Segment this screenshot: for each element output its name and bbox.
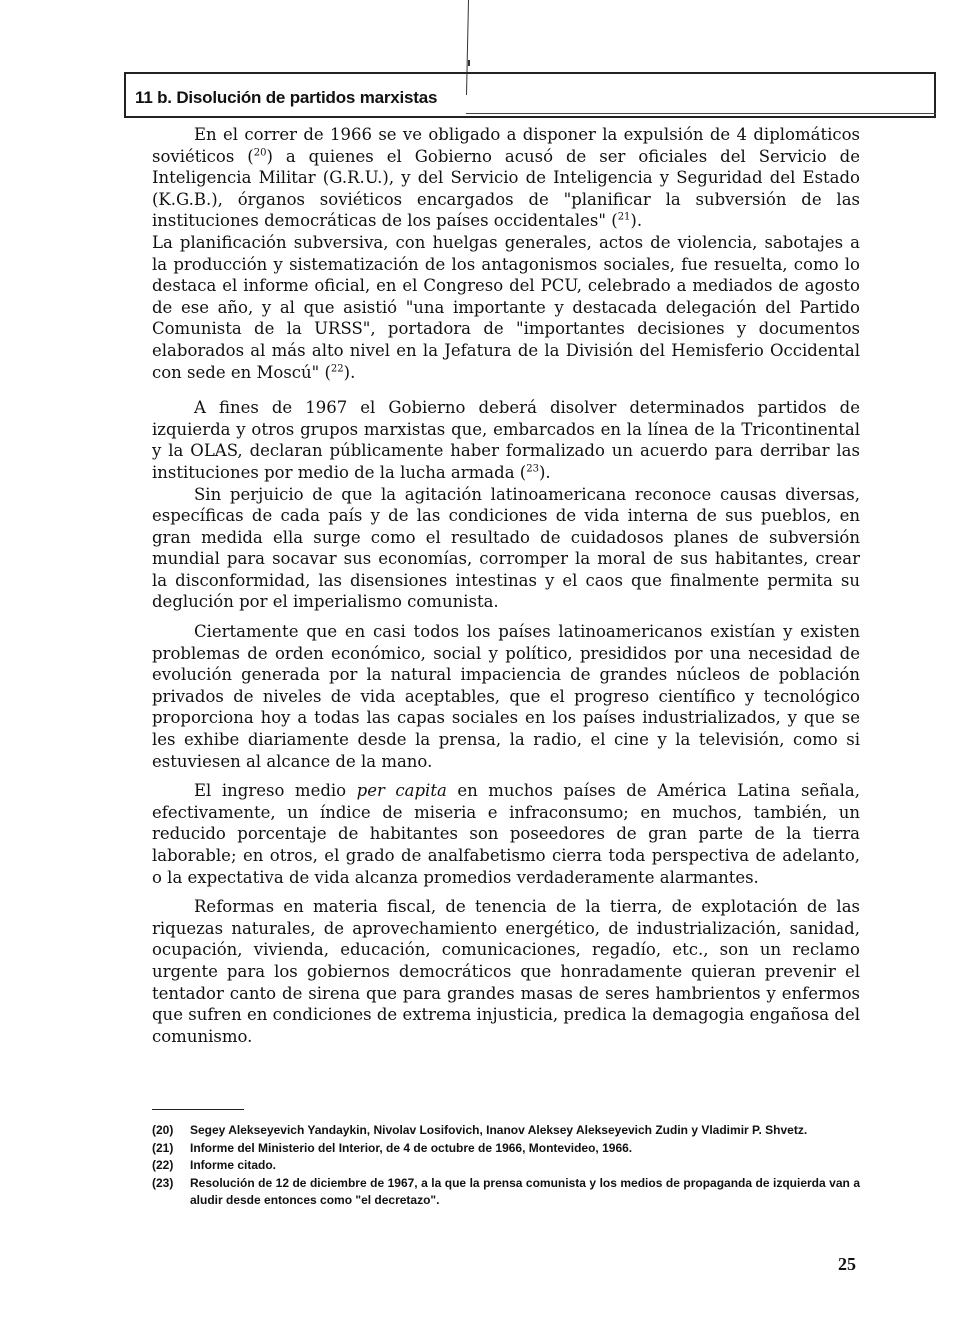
- footnote-text: Informe citado.: [190, 1158, 277, 1172]
- footnote: [152, 1122, 860, 1140]
- footnote: [152, 1157, 860, 1175]
- paragraph: En el correr de 1966 se ve obligado a disponer la expulsión de 4 diplomáticos soviéticos ($^{20}$) a quienes el Gobierno acusó de ser oficiales del Servicio de Inteligencia Militar (G.R.U.), y del Servicio de Inteligencia y Seguridad del Estado (K.G.B.), órganos soviéticos encargados de "planificar la subversión de las instituciones democráticas de los países occidentales" ($^{21}$).: [152, 125, 861, 231]
- footnote: [152, 1175, 860, 1210]
- footnote: [152, 1140, 860, 1158]
- footnotes: [152, 1122, 860, 1210]
- body-text: [152, 124, 860, 1047]
- footnote-number: (22): [152, 1158, 174, 1172]
- paragraph: Sin perjuicio de que la agitación latinoamericana reconoce causas diversas, específicas de cada país y de las condiciones de vida interna de sus pueblos, en gran medida ella surge como el resultado de cuidadosos planes de subversión mundial para socavar sus economías, corromper la moral de sus habitantes, crear la disconformidad, las disensiones intestinas y el caos que finalmente permita su deglución por el imperialismo comunista.: [152, 484, 860, 612]
- paragraph: A fines de 1967 el Gobierno deberá disolver determinados partidos de izquierda y otros grupos marxistas que, embarcados en la línea de la Tricontinental y la OLAS, declaran públicamente haber formalizado un acuerdo para derribar las instituciones por medio de la lucha armada ($^{23}$).: [152, 398, 860, 482]
- section-title: 11 b. Disolución de partidos marxistas: [135, 88, 438, 107]
- page-number: 25: [838, 1254, 856, 1274]
- footnote-text: Informe del Ministerio del Interior, de 4 de octubre de 1966, Montevideo, 1966.: [190, 1140, 633, 1155]
- paragraph: El ingreso medio per capita en muchos países de América Latina señala, efectivamente, un índice de miseria e infraconsumo; en muchos, también, un reducido porcentaje de habitantes son poseedores de gran parte de la tierra laborable; en otros, el grado de analfabetismo cierra toda perspectiva de adelanto, o la expectativa de vida alcanza promedios verdaderamente alarmantes.: [152, 781, 860, 887]
- paragraph: Ciertamente que en casi todos los países latinoamericanos existían y existen problemas de orden económico, social y político, presididos por una necesidad de evolución generada por la natural impaciencia de grandes núcleos de población privados de niveles de vida aceptables, que el progreso científico y tecnológico proporciona hoy a todas las capas sociales en los países industrializados, y que se les exhibe diariamente desde la prensa, la radio, el cine y la televisión, como si estuviesen al alcance de la mano.: [152, 622, 860, 771]
- footnote-number: (23): [152, 1175, 174, 1190]
- footnote-number: (21): [152, 1140, 174, 1155]
- footnote-number: (20): [152, 1123, 174, 1137]
- footnote-text: Segey Alekseyevich Yandaykin, Nivolav Losifovich, Inanov Aleksey Alekseyevich Zudin y Vladimir P. Shvetz.: [190, 1123, 808, 1137]
- header-rule: [466, 113, 936, 114]
- paragraph: La planificación subversiva, con huelgas generales, actos de violencia, sabotajes a la producción y sistematización de los antagonismos sociales, fue resuelta, como lo destaca el informe oficial, en el Congreso del PCU, celebrado a mediados de agosto de ese año, y al que asistió "una importante y destacada delegación del Partido Comunista de la URSS", portadora de "importantes decisiones y documentos elaborados al más alto nivel en la Jefatura de la División del Hemisferio Occidental con sede en Moscú" ($^{22}$).: [152, 232, 860, 382]
- scan-mark-dot: [468, 60, 470, 66]
- footnote-text: Resolución de 12 de diciembre de 1967, a la que la prensa comunista y los medios de propaganda de izquierda van a aludir desde entonces como "el decretazo".: [190, 1175, 860, 1207]
- paragraph: Reformas en materia fiscal, de tenencia de la tierra, de explotación de las riquezas naturales, de aprovechamiento energético, de industrialización, sanidad, ocupación, vivienda, educación, comunicaciones, regadío, etc., son un reclamo urgente para los gobiernos democráticos que honradamente quieran prevenir el tentador canto de sirena que para grandes masas de seres hambrientos y enfermos que sufren en condiciones de extrema injusticia, predica la demagogia engañosa del comunismo.: [152, 897, 860, 1046]
- footnote-rule: [152, 1109, 244, 1110]
